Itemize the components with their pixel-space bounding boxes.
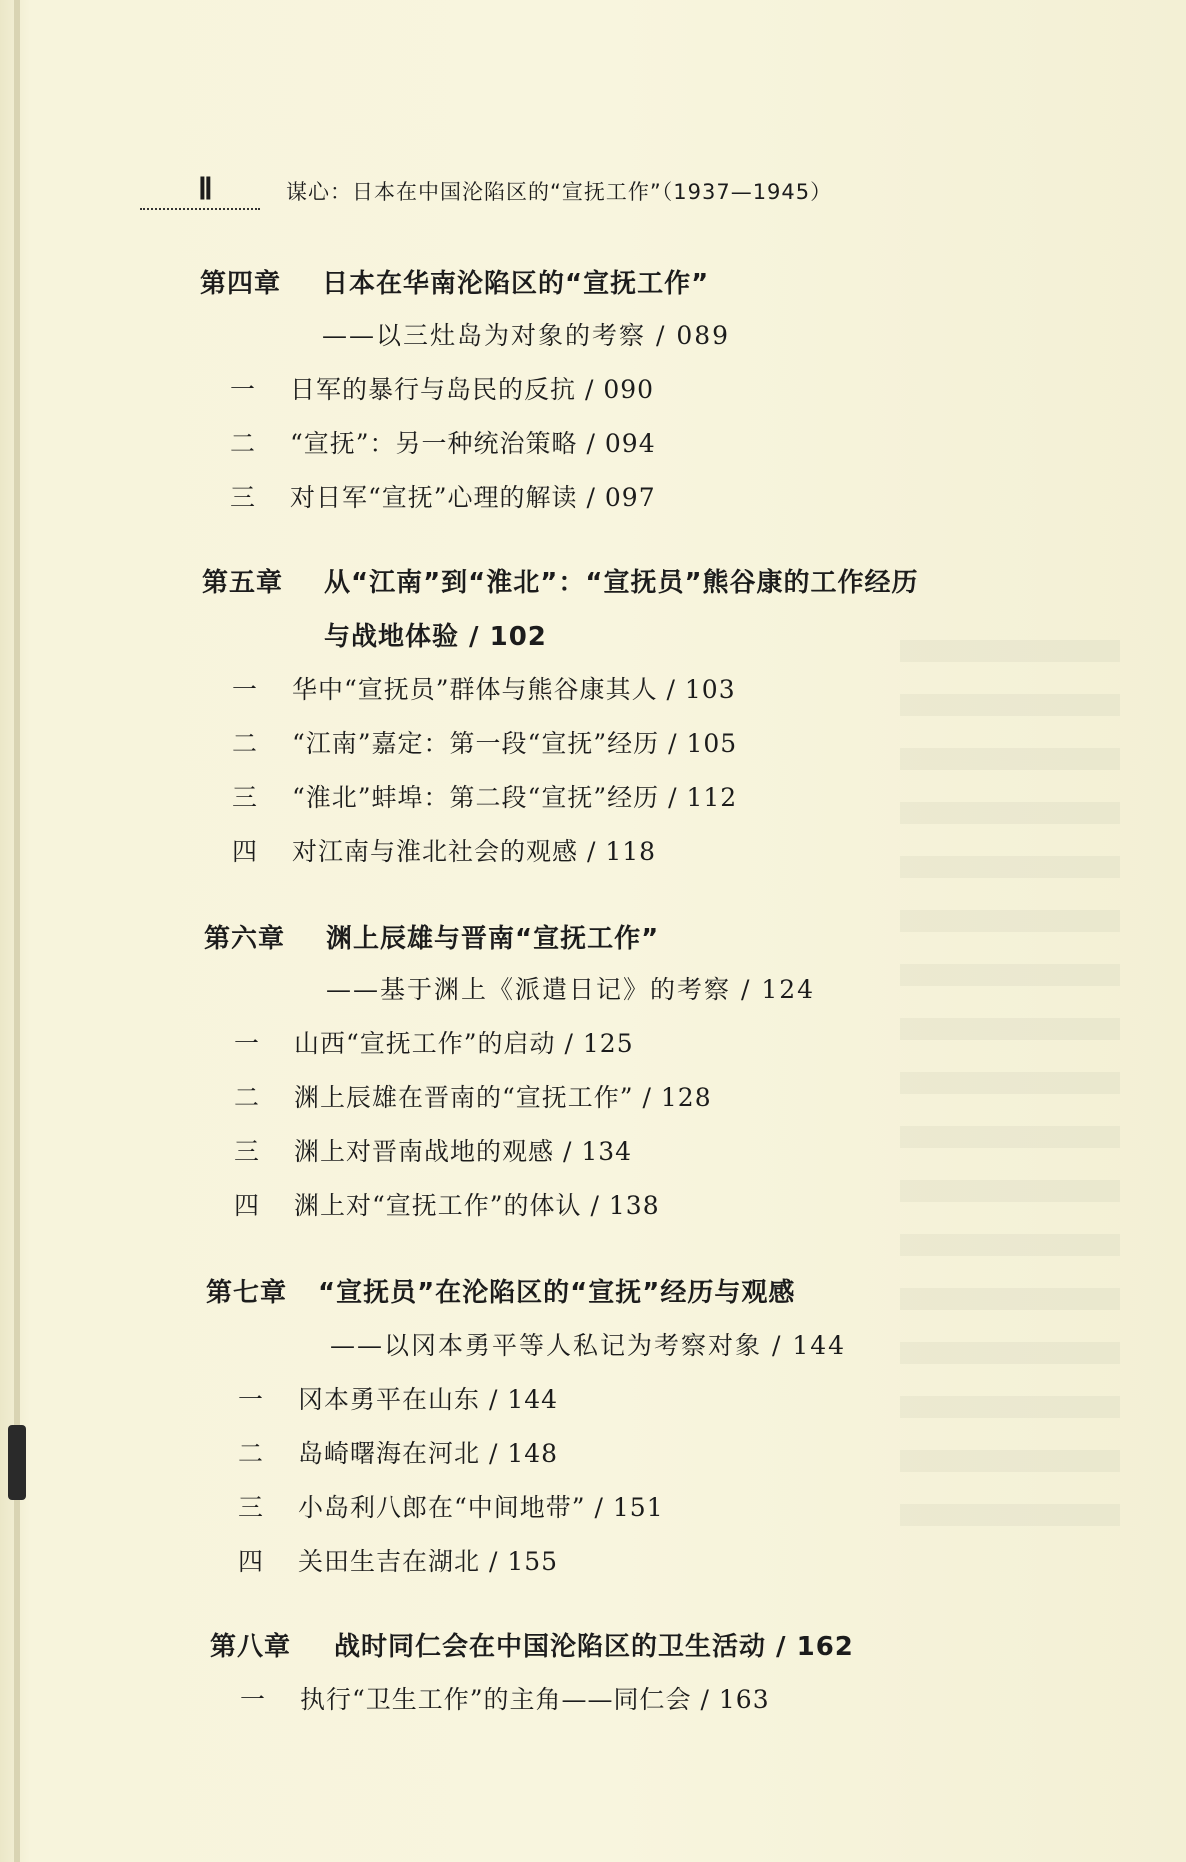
chapter-4-section-2: “宣抚”：另一种统治策略 / 094 — [290, 429, 656, 458]
chapter-6-subtitle: ——基于渊上《派遣日记》的考察 / 124 — [326, 975, 816, 1004]
chapter-8-section-1: 执行“卫生工作”的主角——同仁会 / 163 — [300, 1685, 770, 1714]
chapter-7-section-2-number: 二 — [238, 1439, 264, 1468]
binding-mark — [8, 1425, 26, 1500]
chapter-7-section-4: 关田生吉在湖北 / 155 — [298, 1547, 559, 1576]
chapter-8-section-1-number: 一 — [240, 1685, 266, 1714]
chapter-4-section-1-number: 一 — [230, 375, 256, 404]
chapter-5-section-3: “淮北”蚌埠：第二段“宣抚”经历 / 112 — [292, 783, 738, 812]
chapter-6-number: 第六章 — [204, 924, 286, 954]
chapter-5-section-1-number: 一 — [232, 675, 258, 704]
chapter-4-section-1: 日军的暴行与岛民的反抗 / 090 — [290, 375, 655, 404]
chapter-5-title: 从“江南”到“淮北”：“宣抚员”熊谷康的工作经历 — [324, 568, 919, 598]
book-title: 谋心：日本在中国沦陷区的“宣抚工作”（1937—1945） — [286, 180, 833, 204]
chapter-5-section-2-number: 二 — [232, 729, 258, 758]
chapter-7-section-3-number: 三 — [238, 1493, 264, 1522]
page-gutter-shadow — [14, 0, 20, 1862]
chapter-7-title: “宣抚员”在沦陷区的“宣抚”经历与观感 — [318, 1278, 796, 1308]
chapter-7-section-4-number: 四 — [238, 1547, 264, 1576]
chapter-5-section-1: 华中“宣抚员”群体与熊谷康其人 / 103 — [292, 675, 736, 704]
chapter-6-title: 渊上辰雄与晋南“宣抚工作” — [326, 924, 660, 954]
chapter-4-section-3-number: 三 — [230, 483, 256, 512]
chapter-5-section-2: “江南”嘉定：第一段“宣抚”经历 / 105 — [292, 729, 738, 758]
header-dotted-rule — [140, 208, 260, 210]
chapter-6-section-2: 渊上辰雄在晋南的“宣抚工作” / 128 — [294, 1083, 712, 1112]
chapter-4-subtitle: ——以三灶岛为对象的考察 / 089 — [322, 321, 731, 350]
chapter-5-title-continued: 与战地体验 / 102 — [324, 622, 547, 652]
chapter-7-subtitle: ——以冈本勇平等人私记为考察对象 / 144 — [330, 1331, 847, 1360]
chapter-6-section-1-number: 一 — [234, 1029, 260, 1058]
chapter-7-section-1-number: 一 — [238, 1385, 264, 1414]
chapter-4-number: 第四章 — [200, 269, 282, 299]
chapter-5-section-4: 对江南与淮北社会的观感 / 118 — [292, 837, 657, 866]
chapter-7-number: 第七章 — [206, 1278, 288, 1308]
bleed-through-block — [900, 640, 1120, 1540]
chapter-6-section-3-number: 三 — [234, 1137, 260, 1166]
chapter-7-section-2: 岛崎曙海在河北 / 148 — [298, 1439, 559, 1468]
chapter-6-section-4-number: 四 — [234, 1191, 260, 1220]
chapter-6-section-3: 渊上对晋南战地的观感 / 134 — [294, 1137, 633, 1166]
chapter-4-section-3: 对日军“宣抚”心理的解读 / 097 — [290, 483, 656, 512]
chapter-8-title: 战时同仁会在中国沦陷区的卫生活动 / 162 — [334, 1632, 854, 1662]
chapter-5-number: 第五章 — [202, 568, 284, 598]
chapter-5-section-4-number: 四 — [232, 837, 258, 866]
chapter-6-section-1: 山西“宣抚工作”的启动 / 125 — [294, 1029, 634, 1058]
page-number-roman: Ⅱ — [198, 173, 211, 206]
chapter-4-section-2-number: 二 — [230, 429, 256, 458]
chapter-6-section-2-number: 二 — [234, 1083, 260, 1112]
chapter-6-section-4: 渊上对“宣抚工作”的体认 / 138 — [294, 1191, 660, 1220]
chapter-5-section-3-number: 三 — [232, 783, 258, 812]
running-header — [140, 170, 900, 210]
chapter-7-section-1: 冈本勇平在山东 / 144 — [298, 1385, 559, 1414]
chapter-8-number: 第八章 — [210, 1632, 292, 1662]
chapter-7-section-3: 小岛利八郎在“中间地带” / 151 — [298, 1493, 664, 1522]
chapter-4-title: 日本在华南沦陷区的“宣抚工作” — [322, 269, 710, 299]
